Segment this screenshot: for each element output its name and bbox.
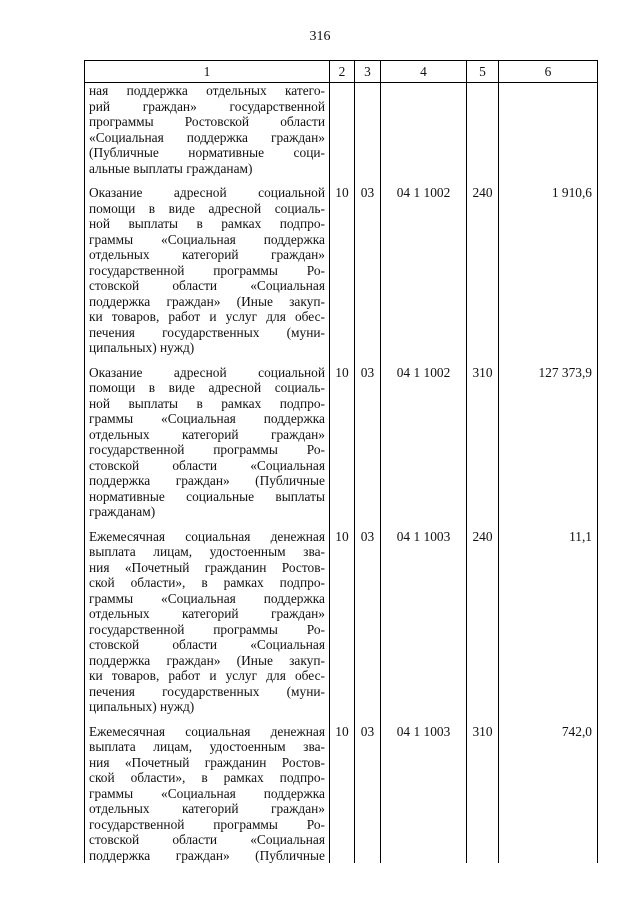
- description-line: граммы «Социальная поддержка: [89, 785, 325, 801]
- description-line: альные выплаты гражданам): [89, 160, 253, 176]
- target-article-code: 04 1 1002: [381, 364, 467, 528]
- amount-value: 11,1: [499, 528, 598, 723]
- description-line: государственной программы Ро-: [89, 816, 325, 832]
- description-line: помощи в виде адресной социаль-: [89, 200, 325, 216]
- description-line: отдельных категорий граждан»: [89, 801, 325, 816]
- row-description: [85, 184, 330, 364]
- header-row: [85, 61, 598, 83]
- budget-table: [84, 60, 598, 863]
- column-header-2: 2: [330, 61, 355, 83]
- description-line: государственной программы Ро-: [89, 442, 325, 457]
- description-line: гражданам): [89, 504, 156, 519]
- amount-value: 1 910,6: [499, 184, 598, 364]
- description-line: отдельных категорий граждан»: [89, 606, 325, 621]
- target-article-code: [381, 83, 467, 185]
- subsection-code: 03: [355, 184, 381, 364]
- expense-type-code: 310: [467, 723, 499, 864]
- description-line: Оказание адресной социальной: [89, 364, 325, 380]
- table-row: [85, 528, 598, 723]
- description-line: Оказание адресной социальной: [89, 185, 325, 200]
- description-line: ной выплаты в рамках подпро-: [89, 395, 325, 411]
- description-line: поддержка граждан» (Публичные: [89, 847, 325, 863]
- description-line: выплата лицам, удостоенным зва-: [89, 544, 325, 559]
- column-header-4: 4: [381, 61, 467, 83]
- description-line: ной выплаты в рамках подпро-: [89, 216, 325, 231]
- subsection-code: 03: [355, 528, 381, 723]
- description-line: ки товаров, работ и услуг для обес-: [89, 668, 325, 683]
- description-line: граммы «Социальная поддержка: [89, 590, 325, 606]
- column-header-3: 3: [355, 61, 381, 83]
- row-description: [85, 528, 330, 723]
- table-row: [85, 184, 598, 364]
- column-header-1: 1: [85, 61, 330, 83]
- description-line: граммы «Социальная поддержка: [89, 411, 325, 426]
- description-line: Ежемесячная социальная денежная: [89, 723, 325, 739]
- description-line: печения государственных (муни-: [89, 683, 325, 699]
- table-row: [85, 83, 598, 185]
- description-line: ципальных) нужд): [89, 340, 195, 355]
- description-line: государственной программы Ро-: [89, 621, 325, 637]
- description-line: государственной программы Ро-: [89, 262, 325, 278]
- description-line: отдельных категорий граждан»: [89, 426, 325, 442]
- description-line: печения государственных (муни-: [89, 324, 325, 340]
- amount-value: [499, 83, 598, 185]
- subsection-code: 03: [355, 364, 381, 528]
- description-line: помощи в виде адресной социаль-: [89, 380, 325, 395]
- amount-value: 742,0: [499, 723, 598, 864]
- expense-type-code: 240: [467, 528, 499, 723]
- row-description: [85, 364, 330, 528]
- subsection-code: [355, 83, 381, 185]
- description-line: «Социальная поддержка граждан»: [89, 129, 325, 145]
- description-line: стовской области «Социальная: [89, 637, 325, 652]
- subsection-code: 03: [355, 723, 381, 864]
- target-article-code: 04 1 1003: [381, 723, 467, 864]
- description-line: ской области», в рамках подпро-: [89, 770, 325, 785]
- column-header-6: 6: [499, 61, 598, 83]
- expense-type-code: 240: [467, 184, 499, 364]
- table-body: [85, 83, 598, 864]
- description-line: рий граждан» государственной: [89, 98, 325, 114]
- page-number: 316: [309, 29, 331, 44]
- expense-type-code: [467, 83, 499, 185]
- description-line: ской области», в рамках подпро-: [89, 575, 325, 590]
- target-article-code: 04 1 1003: [381, 528, 467, 723]
- description-line: стовской области «Социальная: [89, 457, 325, 473]
- row-description: [85, 83, 330, 185]
- description-line: поддержка граждан» (Иные закуп-: [89, 652, 325, 668]
- description-line: граммы «Социальная поддержка: [89, 231, 325, 247]
- section-code: 10: [330, 528, 355, 723]
- section-code: 10: [330, 184, 355, 364]
- description-line: поддержка граждан» (Иные закуп-: [89, 293, 325, 309]
- row-description: [85, 723, 330, 864]
- target-article-code: 04 1 1002: [381, 184, 467, 364]
- table-row: [85, 723, 598, 864]
- description-line: стовской области «Социальная: [89, 278, 325, 293]
- table-row: [85, 364, 598, 528]
- section-code: 10: [330, 723, 355, 864]
- description-line: нормативные социальные выплаты: [89, 488, 325, 504]
- description-line: Ежемесячная социальная денежная: [89, 528, 325, 544]
- description-line: выплата лицам, удостоенным зва-: [89, 739, 325, 754]
- description-line: программы Ростовской области: [89, 114, 325, 129]
- description-line: ципальных) нужд): [89, 699, 195, 714]
- description-line: ки товаров, работ и услуг для обес-: [89, 309, 325, 324]
- amount-value: 127 373,9: [499, 364, 598, 528]
- description-line: отдельных категорий граждан»: [89, 247, 325, 262]
- description-line: стовской области «Социальная: [89, 832, 325, 847]
- section-code: [330, 83, 355, 185]
- expense-type-code: 310: [467, 364, 499, 528]
- description-line: ная поддержка отдельных катего-: [89, 83, 325, 98]
- description-line: поддержка граждан» (Публичные: [89, 473, 325, 488]
- description-line: (Публичные нормативные соци-: [89, 145, 325, 160]
- description-line: ния «Почетный гражданин Ростов-: [89, 559, 325, 575]
- description-line: ния «Почетный гражданин Ростов-: [89, 754, 325, 770]
- section-code: 10: [330, 364, 355, 528]
- column-header-5: 5: [467, 61, 499, 83]
